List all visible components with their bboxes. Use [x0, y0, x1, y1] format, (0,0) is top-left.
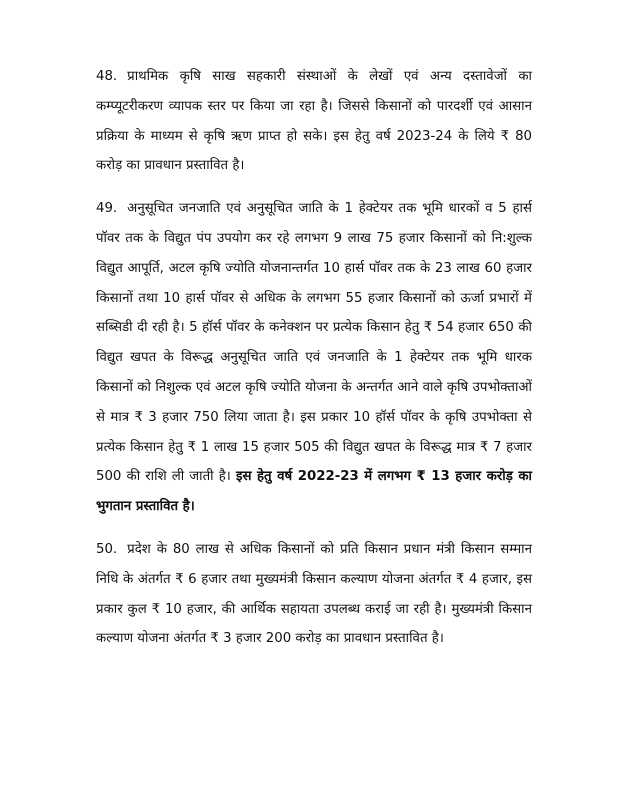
paragraph-50: [96, 535, 532, 654]
paragraph-number: 50.: [96, 541, 118, 557]
paragraph-number: 48.: [96, 69, 118, 84]
paragraph-text: प्राथमिक कृषि साख सहकारी संस्थाओं के लेखों एवं अन्य दस्तावेजों का कम्प्यूटरीकरण व्यापक स्तर पर किया जा रहा है। जिससे किसानों को पारदर्शी एवं आसान प्रक्रिया के माध्यम से कृषि ऋण प्राप्त हो सके। इस हेतु वर्ष 2023-24 के लिये ₹ 80 करोड़ का प्रावधान प्रस्तावित है।: [96, 69, 532, 174]
paragraph-48: [96, 62, 532, 181]
paragraph-text: प्रदेश के 80 लाख से अधिक किसानों को प्रति किसान प्रधान मंत्री किसान सम्मान निधि के अंतर्गत ₹ 6 हजार तथा मुख्यमंत्री किसान कल्याण योजना अंतर्गत ₹ 4 हजार, इस प्रकार कुल ₹ 10 हजार, की आर्थिक सहायता उपलब्ध कराई जा रही है। मुख्यमंत्री किसान कल्याण योजना अंतर्गत ₹ 3 हजार 200 करोड़ का प्रावधान प्रस्तावित है।: [96, 541, 532, 647]
paragraph-number: 49.: [96, 201, 118, 217]
document-page: [96, 62, 532, 667]
paragraph-49: [96, 194, 532, 522]
paragraph-text: अनुसूचित जनजाति एवं अनुसूचित जाति के 1 हेक्टेयर तक भूमि धारकों व 5 हार्स पॉवर तक के विद्युत पंप उपयोग कर रहे लगभग 9 लाख 75 हजार किसानों को नि:शुल्क विद्युत आपूर्ति, अटल कृषि ज्योति योजनान्तर्गत 10 हार्स पॉवर तक के 23 लाख 60 हजार किसानों तथा 10 हार्स पॉवर से अधिक के लगभग 55 हजार किसानों को ऊर्जा प्रभारों में सब्सिडी दी रही है। 5 हॉर्स पॉवर के कनेक्शन पर प्रत्येक किसान हेतु ₹ 54 हजार 650 की विद्युत खपत के विरूद्ध अनुसूचित जाति एवं जनजाति के 1 हेक्टेयर तक भूमि धारक किसानों को निशुल्क एवं अटल कृषि ज्योति योजना के अन्तर्गत आने वाले कृषि उपभोक्ताओं से मात्र ₹ 3 हजार 750 लिया जाता है। इस प्रकार 10 हॉर्स पॉवर के कृषि उपभोक्ता से प्रत्येक किसान हेतु ₹ 1 लाख 15 हजार 505 की विद्युत खपत के विरूद्ध मात्र ₹ 7 हजार 500 की राशि ली जाती है।: [96, 201, 532, 485]
paragraph-bold-text: इस हेतु वर्ष 2022-23 में लगभग ₹ 13 हजार करोड़ का भुगतान प्रस्तावित है।: [96, 469, 532, 515]
